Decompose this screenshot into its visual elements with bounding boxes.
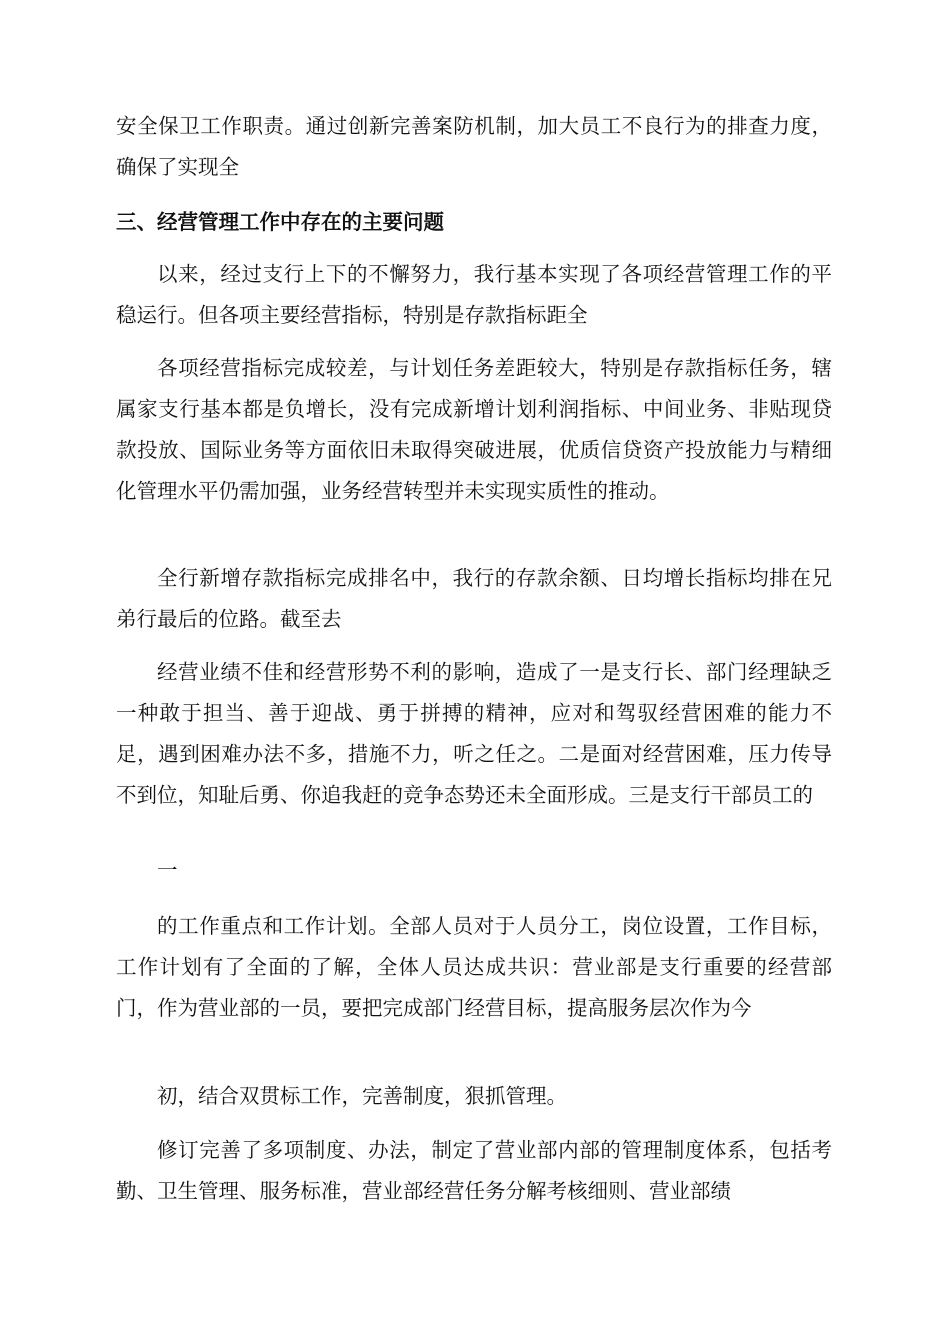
paragraph-indicator-performance: 各项经营指标完成较差，与计划任务差距较大，特别是存款指标任务，辖属家支行基本都是负增长，没有完成新增计划利润指标、中间业务、非贴现贷款投放、国际业务等方面依旧未取得突破进展，优质信贷资产投放能力与精细化管理水平仍需加强，业务经营转型并未实现实质性的推动。	[116, 356, 832, 503]
paragraph-causes-analysis: 经营业绩不佳和经营形势不利的影响，造成了一是支行长、部门经理缺乏一种敢于担当、善于迎战、勇于拼搏的精神，应对和驾驭经营困难的能力不足，遇到困难办法不多，措施不力，听之任之。二是面对经营困难，压力传导不到位，知耻后勇、你追我赶的竞争态势还未全面形成。三是支行干部员工的	[116, 660, 832, 807]
paragraph-work-plan: 的工作重点和工作计划。全部人员对于人员分工，岗位设置，工作目标，工作计划有了全面的了解，全体人员达成共识：营业部是支行重要的经营部门，作为营业部的一员，要把完成部门经营目标，提高服务层次作为今	[116, 914, 832, 1020]
section-heading-main-problems: 三、经营管理工作中存在的主要问题	[116, 210, 444, 234]
paragraph-system-revision: 修订完善了多项制度、办法，制定了营业部内部的管理制度体系，包括考勤、卫生管理、服务标准，营业部经营任务分解考核细则、营业部绩	[116, 1138, 832, 1203]
paragraph-management-standards: 初，结合双贯标工作，完善制度，狠抓管理。	[157, 1084, 567, 1108]
paragraph-deposit-ranking: 全行新增存款指标完成排名中，我行的存款余额、日均增长指标均排在兄弟行最后的位路。截至去	[116, 566, 832, 631]
paragraph-numeral-one: 一	[157, 858, 178, 882]
paragraph-operations-overview: 以来，经过支行上下的不懈努力，我行基本实现了各项经营管理工作的平稳运行。但各项主要经营指标，特别是存款指标距全	[116, 262, 832, 327]
paragraph-security-duties: 安全保卫工作职责。通过创新完善案防机制，加大员工不良行为的排查力度，确保了实现全	[116, 114, 832, 179]
